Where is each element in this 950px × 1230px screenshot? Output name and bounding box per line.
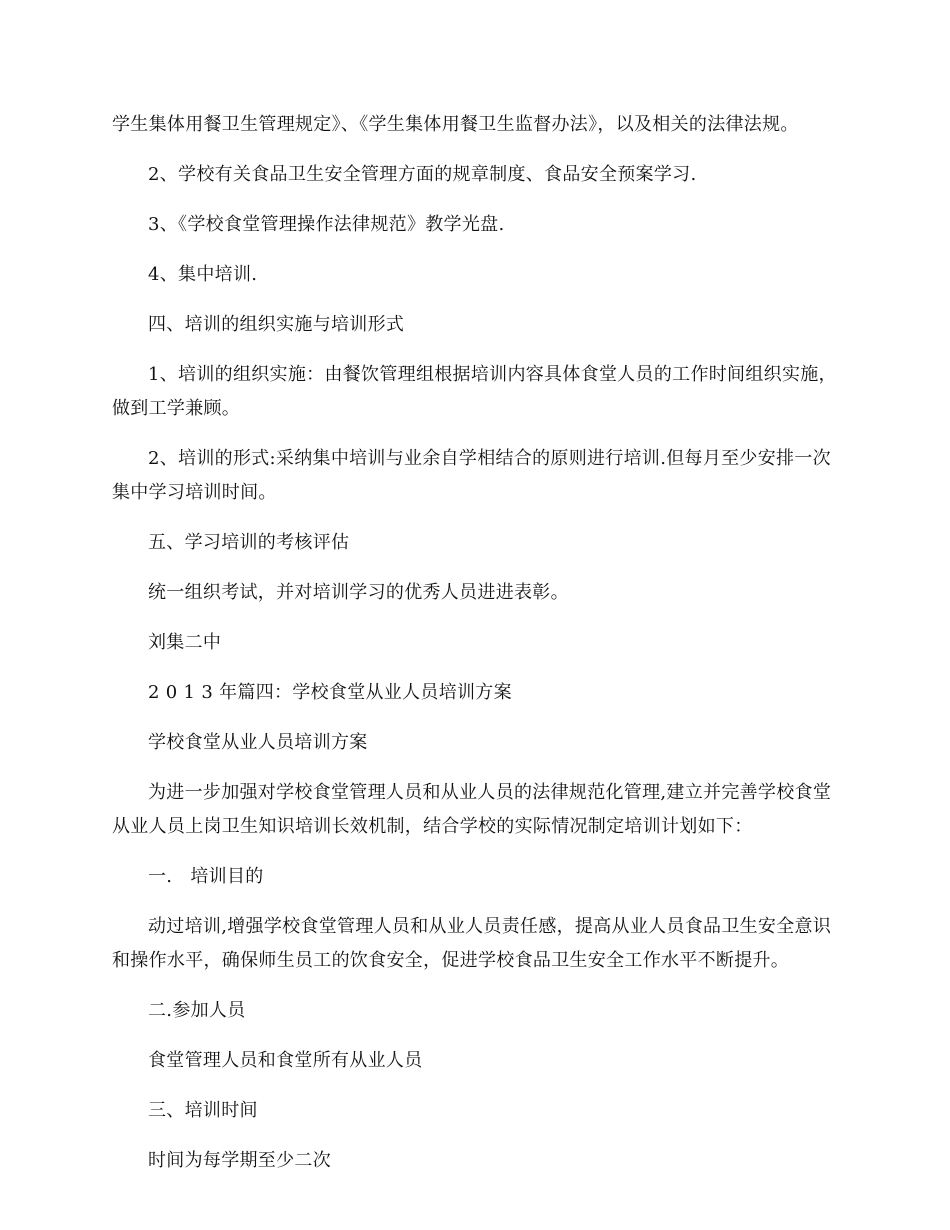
paragraph-purpose: 动过培训,增强学校食堂管理人员和从业人员责任感，提高从业人员食品卫生安全意识和操作水平，确保师生员工的饮食安全，促进学校食品卫生安全工作水平不断提升。 <box>112 916 832 971</box>
paragraph-participants: 食堂管理人员和食堂所有从业人员 <box>148 1050 423 1071</box>
article-title: 学校食堂从业人员培训方案 <box>148 732 368 753</box>
section-heading-2: 二.参加人员 <box>148 1000 246 1021</box>
section-heading-5: 五、学习培训的考核评估 <box>148 532 350 553</box>
document-body <box>112 108 840 1194</box>
section-heading-3: 三、培训时间 <box>148 1100 258 1121</box>
paragraph-regulations-continued: 学生集体用餐卫生管理规定》、《学生集体用餐卫生监督办法》，以及相关的法律法规。 <box>112 114 799 135</box>
article-heading: 2 0 1 3 年篇四：学校食堂从业人员培训方案 <box>148 682 512 703</box>
section-heading-4: 四、培训的组织实施与培训形式 <box>148 314 405 335</box>
section-heading-1: 一. 培训目的 <box>148 866 264 887</box>
paragraph-training-form: 2、培训的形式:采纳集中培训与业余自学相结合的原则进行培训.但每月至少安排一次集中学习培训时间。 <box>112 448 831 503</box>
paragraph-schedule: 时间为每学期至少二次 <box>148 1150 331 1171</box>
paragraph-item-2: 2、学校有关食品卫生安全管理方面的规章制度、食品安全预案学习. <box>148 164 697 185</box>
paragraph-item-4: 4、集中培训. <box>148 264 258 285</box>
paragraph-organization: 1、培训的组织实施：由餐饮管理组根据培训内容具体食堂人员的工作时间组织实施，做到工学兼顾。 <box>112 364 837 419</box>
paragraph-intro: 为进一步加强对学校食堂管理人员和从业人员的法律规范化管理,建立并完善学校食堂从业人员上岗卫生知识培训长效机制，结合学校的实际情况制定培训计划如下： <box>112 782 832 837</box>
paragraph-assessment: 统一组织考试，并对培训学习的优秀人员进进表彰。 <box>148 582 569 603</box>
signature-school: 刘集二中 <box>148 632 222 653</box>
paragraph-item-3: 3、《学校食堂管理操作法律规范》教学光盘. <box>148 214 505 235</box>
